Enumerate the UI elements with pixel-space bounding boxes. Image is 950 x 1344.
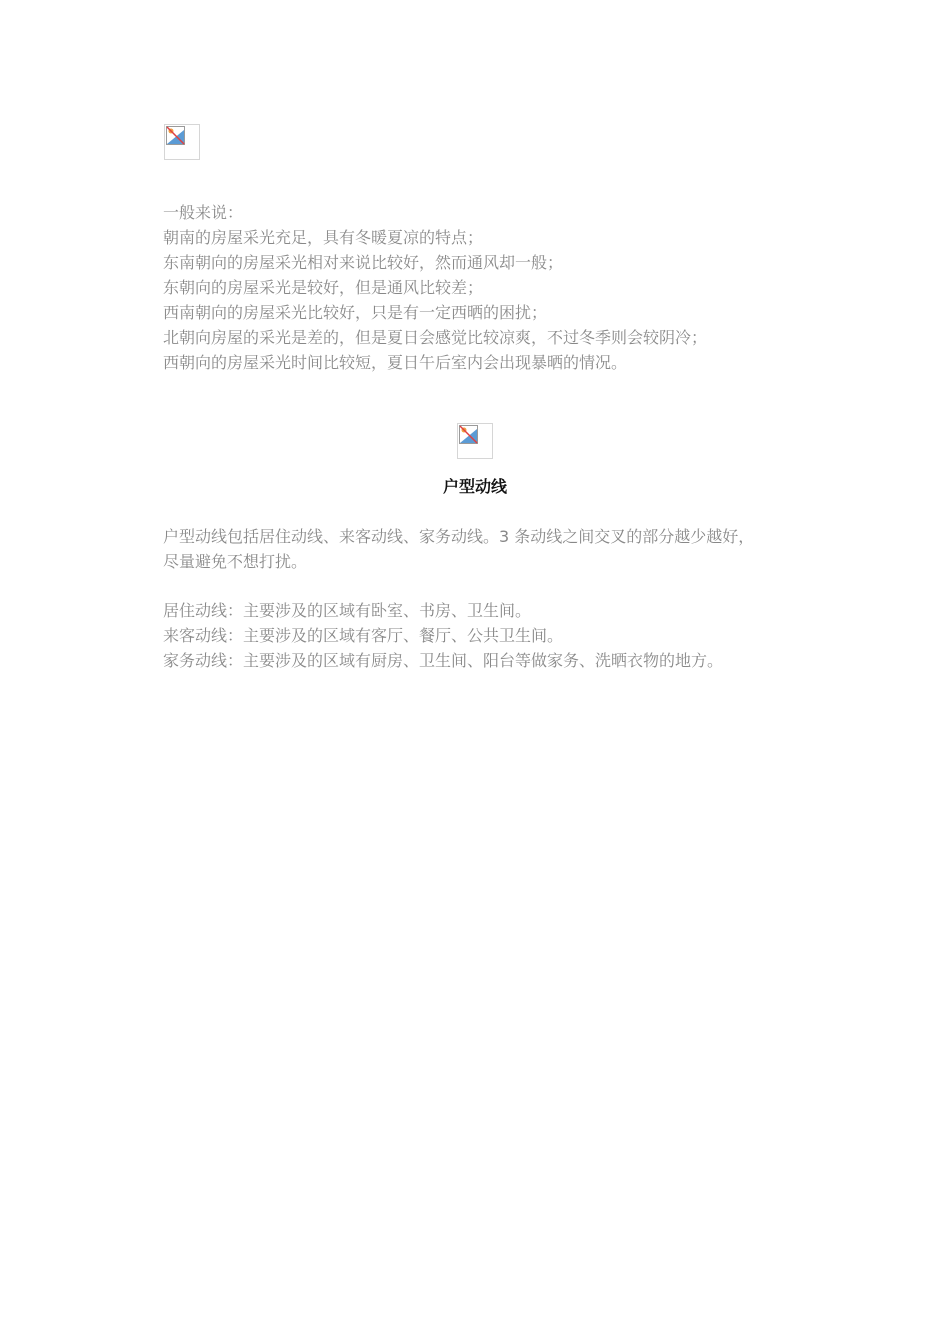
orientation-north: 北朝向房屋的采光是差的，但是夏日会感觉比较凉爽，不过冬季则会较阴冷； — [163, 328, 708, 347]
orientation-west: 西朝向的房屋采光时间比较短，夏日午后室内会出现暴晒的情况。 — [163, 353, 628, 372]
flow-intro-paragraph — [163, 524, 803, 574]
housework-flow-line: 家务动线：主要涉及的区域有厨房、卫生间、阳台等做家务、洗晒衣物的地方。 — [163, 651, 724, 670]
guest-flow-line: 来客动线：主要涉及的区域有客厅、餐厅、公共卫生间。 — [163, 626, 564, 645]
flow-intro-line: 尽量避免不想打扰。 — [163, 552, 308, 571]
flow-intro-line: 户型动线包括居住动线、来客动线、家务动线。3 条动线之间交叉的部分越少越好， — [163, 527, 755, 546]
broken-image-icon — [164, 124, 200, 160]
orientation-east: 东朝向的房屋采光是较好，但是通风比较差； — [163, 278, 484, 297]
living-flow-line: 居住动线：主要涉及的区域有卧室、书房、卫生间。 — [163, 601, 532, 620]
orientation-southeast: 东南朝向的房屋采光相对来说比较好，然而通风却一般； — [163, 253, 564, 272]
orientation-southwest: 西南朝向的房屋采光比较好，只是有一定西晒的困扰； — [163, 303, 548, 322]
flow-detail-paragraph — [163, 598, 803, 673]
orientation-paragraph — [163, 200, 803, 375]
broken-image-glyph — [459, 425, 479, 445]
broken-image-glyph — [166, 126, 186, 146]
orientation-south: 朝南的房屋采光充足，具有冬暖夏凉的特点； — [163, 228, 484, 247]
orientation-intro: 一般来说： — [163, 203, 244, 222]
broken-image-icon — [457, 423, 493, 459]
section-heading: 户型动线 — [442, 477, 507, 496]
